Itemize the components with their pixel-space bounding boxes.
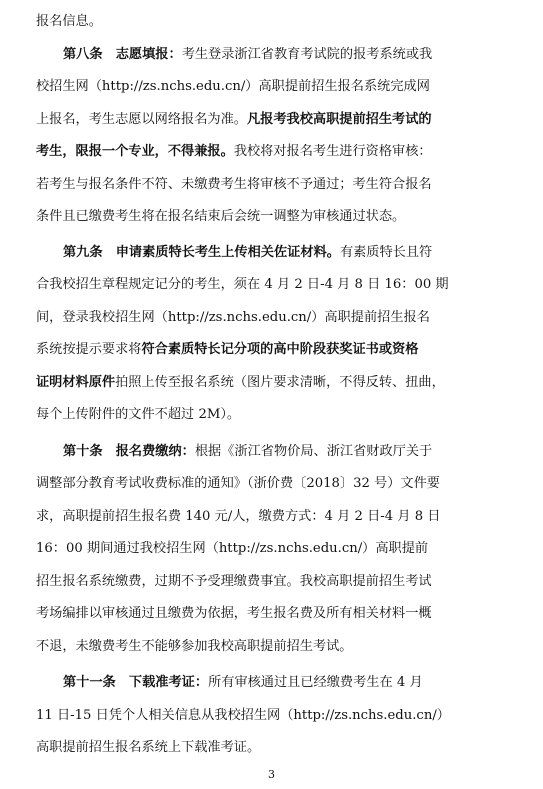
text-line	[36, 237, 512, 270]
text-run: 不退，未缴费考生不能够参加我校高职提前招生考试。	[36, 638, 353, 654]
text-line	[36, 6, 512, 39]
text-line	[36, 468, 512, 501]
text-run: 有素质特长且符	[339, 244, 433, 260]
text-run: 考生登录浙江省教育考试院的报考系统或我	[181, 46, 433, 62]
text-line	[36, 700, 512, 733]
text-line	[36, 302, 512, 335]
text-run: 上报名，考生志愿以网络报名为准。	[36, 111, 247, 127]
text-line	[36, 367, 512, 400]
bold-text-run: 符合素质特长记分项的高中阶段获奖证书或资格	[141, 342, 419, 357]
bold-text-run: 证明材料原件	[36, 374, 116, 390]
text-run: 条件且已缴费考生将在报名结束后会统一调整为审核通过状态。	[36, 209, 406, 224]
bold-text-run: 第八条 志愿填报：	[63, 46, 182, 62]
text-run: 拍照上传至报名系统（图片要求清晰，不得反转、扭曲，	[115, 374, 445, 390]
bold-text-run: 第九条 申请素质特长考生上传相关佐证材料。	[63, 244, 340, 260]
text-line	[36, 566, 512, 599]
text-line	[36, 399, 512, 432]
text-run: 调整部分教育考试收费标准的通知》（浙价费〔2018〕32 号）文件要	[36, 476, 440, 491]
text-line	[36, 501, 512, 534]
text-run: 根据《浙江省物价局、浙江省财政厅关于	[194, 443, 433, 459]
page-number: 3	[268, 768, 275, 781]
text-line	[36, 598, 512, 631]
text-line	[36, 71, 512, 104]
text-run: 间，登录我校招生网（http://zs.nchs.edu.cn/）高职提前招生报名	[36, 309, 430, 325]
text-line	[36, 201, 512, 234]
bold-text-run: 考生，限报一个专业，不得兼报。	[36, 144, 234, 159]
bold-text-run: 第十一条 下载准考证：	[63, 675, 209, 690]
text-line	[36, 436, 512, 469]
text-run: 我校将对报名考生进行资格审核：	[233, 144, 432, 159]
text-run: 若考生与报名条件不符、未缴费考生将审核不予通过；考生符合报名	[36, 176, 432, 192]
text-run: 求，高职提前招生报名费 140 元/人，缴费方式：4 月 2 日-4 月 8 日	[36, 508, 441, 524]
bold-text-run: 凡报考我校高职提前招生考试的	[247, 111, 432, 127]
text-run: 高职提前招生报名系统上下载准考证。	[36, 740, 261, 755]
text-run: 合我校招生章程规定记分的考生，须在 4 月 2 日-4 月 8 日 16：00 期	[36, 277, 449, 292]
text-line	[36, 631, 512, 664]
text-line	[36, 104, 512, 137]
text-line	[36, 334, 512, 367]
text-line	[36, 269, 512, 302]
text-run: 16：00 期间通过我校招生网（http://zs.nchs.edu.cn/）高职提前	[36, 541, 429, 556]
text-run: 考场编排以审核通过且缴费为依据，考生报名费及所有相关材料一概	[36, 606, 432, 621]
text-run: 所有审核通过且已经缴费考生在 4 月	[208, 675, 423, 690]
text-line	[36, 39, 512, 72]
text-line	[36, 533, 512, 566]
bold-text-run: 第十条 报名费缴纳：	[63, 443, 195, 459]
text-line	[36, 732, 512, 765]
text-line	[36, 169, 512, 202]
text-line	[36, 136, 512, 169]
text-line	[36, 667, 512, 700]
text-run: 报名信息。	[36, 14, 102, 29]
text-run: 每个上传附件的文件不超过 2M）。	[36, 407, 241, 422]
text-run: 校招生网（http://zs.nchs.edu.cn/）高职提前招生报名系统完成网	[36, 79, 430, 94]
text-run: 招生报名系统缴费，过期不予受理缴费事宜。我校高职提前招生考试	[36, 573, 432, 589]
text-run: 11 日-15 日凭个人相关信息从我校招生网（http://zs.nchs.edu.cn/）	[36, 707, 450, 723]
document-body	[36, 6, 512, 765]
text-run: 系统按提示要求将	[36, 342, 142, 357]
